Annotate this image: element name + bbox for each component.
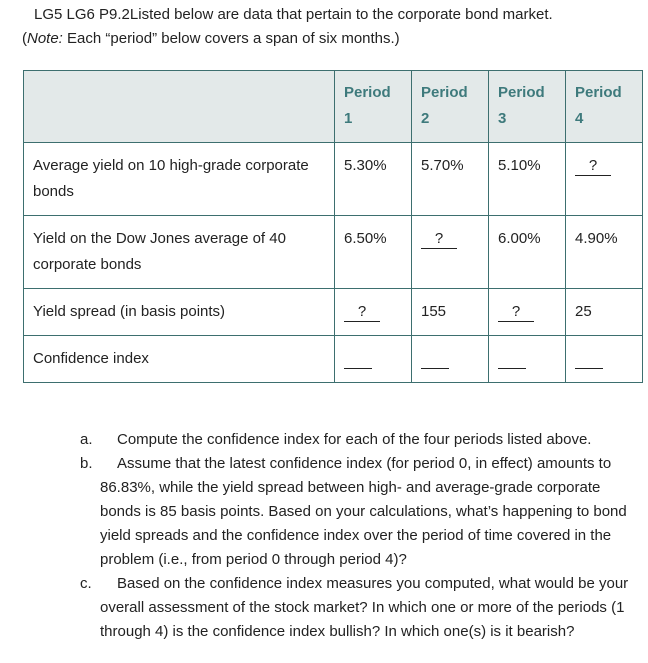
row-label: Yield on the Dow Jones average of 40 corporate bonds <box>24 216 335 289</box>
question-c: c. Based on the confidence index measures you computed, what would be your overall assessment of the stock market? In which one or more of the periods (1 through 4) is the confidence index bullish? In which one(s) is it bearish? <box>80 575 629 640</box>
header-empty <box>24 71 335 143</box>
cell: 5.30% <box>335 143 412 216</box>
table-row <box>24 216 643 289</box>
row-label: Average yield on 10 high-grade corporate bonds <box>24 143 335 216</box>
cell: 6.50% <box>335 216 412 289</box>
cell: 6.00% <box>489 216 566 289</box>
table-row <box>24 289 643 336</box>
question-a: a. Compute the confidence index for each of the four periods listed above. <box>80 431 592 448</box>
problem-note: (Note: Each “period” below covers a span of six months.) <box>22 30 400 47</box>
bond-data-table <box>23 70 643 383</box>
cell-blank <box>489 336 566 383</box>
row-label: Confidence index <box>24 336 335 383</box>
cell-unknown: ? <box>566 143 643 216</box>
row-label: Yield spread (in basis points) <box>24 289 335 336</box>
question-list <box>80 428 640 644</box>
table-header-row <box>24 71 643 143</box>
header-period-1: Period 1 <box>335 71 412 143</box>
cell: 5.70% <box>412 143 489 216</box>
cell: 4.90% <box>566 216 643 289</box>
cell: 155 <box>412 289 489 336</box>
cell-unknown: ? <box>489 289 566 336</box>
problem-title: LG5 LG6 P9.2Listed below are data that pertain to the corporate bond market. <box>34 6 553 23</box>
cell-blank <box>566 336 643 383</box>
question-b: b. Assume that the latest confidence index (for period 0, in effect) amounts to 86.83%, while the yield spread between high- and average-grade corporate bonds is 85 basis points. Based on your calculations, what’s happening to bond yield spreads and the confidence index over the period of time covered in the problem (i.e., from period 0 through period 4)? <box>80 455 627 568</box>
header-period-3: Period 3 <box>489 71 566 143</box>
cell: 25 <box>566 289 643 336</box>
problem-intro <box>22 3 553 51</box>
table-row <box>24 336 643 383</box>
cell-unknown: ? <box>335 289 412 336</box>
header-period-4: Period 4 <box>566 71 643 143</box>
header-period-2: Period 2 <box>412 71 489 143</box>
cell-blank <box>335 336 412 383</box>
cell-unknown: ? <box>412 216 489 289</box>
table-row <box>24 143 643 216</box>
cell-blank <box>412 336 489 383</box>
cell: 5.10% <box>489 143 566 216</box>
